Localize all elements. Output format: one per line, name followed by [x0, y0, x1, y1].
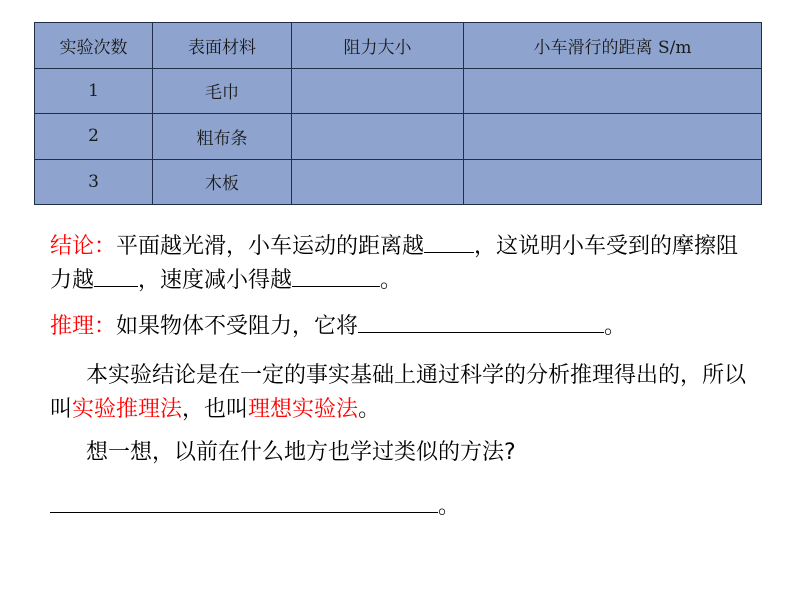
- table-row: [35, 68, 762, 114]
- conclusion-text: ，这说明小车受到的摩擦阻力越: [50, 234, 739, 293]
- reasoning-text: 如果物体不受阻力，它将: [116, 314, 359, 339]
- question-paragraph: [50, 436, 750, 470]
- header-trial: 实验次数: [35, 23, 153, 69]
- distance-cell[interactable]: [464, 159, 762, 205]
- method-name: 实验推理法: [72, 397, 183, 422]
- material-cell: 毛巾: [153, 68, 292, 114]
- resistance-cell[interactable]: [292, 159, 464, 205]
- question-text: 想一想，以前在什么地方也学过类似的方法?: [86, 440, 516, 465]
- table-header-row: [35, 23, 762, 69]
- question-end: 。: [438, 494, 461, 519]
- table-row: [35, 159, 762, 205]
- material-cell: 木板: [153, 159, 292, 205]
- explanation-text: ，也叫: [182, 397, 249, 422]
- experiment-table: [34, 22, 762, 205]
- reasoning-label: 推理：: [50, 314, 117, 339]
- conclusion-paragraph: [50, 230, 750, 298]
- header-material: 表面材料: [153, 23, 292, 69]
- conclusion-label: 结论：: [50, 234, 117, 259]
- trial-cell: 2: [35, 114, 153, 160]
- answer-blank[interactable]: [292, 264, 380, 287]
- conclusion-end: 。: [380, 268, 403, 293]
- method-name: 理想实验法: [248, 397, 359, 422]
- answer-blank[interactable]: [358, 310, 604, 333]
- conclusion-text: ，速度减小得越: [138, 268, 293, 293]
- distance-cell[interactable]: [464, 114, 762, 160]
- resistance-cell[interactable]: [292, 68, 464, 114]
- reasoning-paragraph: [50, 310, 750, 344]
- trial-cell: 1: [35, 68, 153, 114]
- reasoning-end: 。: [604, 314, 627, 339]
- answer-blank[interactable]: [94, 264, 138, 287]
- explanation-text: 本实验结论是在一定的事实基础上通过科学的分析推理得出的，所以叫: [50, 363, 747, 422]
- answer-blank[interactable]: [424, 230, 474, 253]
- question-answer-line: [50, 490, 750, 524]
- material-cell: 粗布条: [153, 114, 292, 160]
- resistance-cell[interactable]: [292, 114, 464, 160]
- explanation-end: 。: [358, 397, 381, 422]
- header-distance: 小车滑行的距离 S/m: [464, 23, 762, 69]
- trial-cell: 3: [35, 159, 153, 205]
- table-row: [35, 114, 762, 160]
- distance-cell[interactable]: [464, 68, 762, 114]
- conclusion-text: 平面越光滑，小车运动的距离越: [116, 234, 425, 259]
- header-resistance: 阻力大小: [292, 23, 464, 69]
- answer-blank[interactable]: [50, 490, 438, 513]
- explanation-paragraph: [50, 359, 750, 427]
